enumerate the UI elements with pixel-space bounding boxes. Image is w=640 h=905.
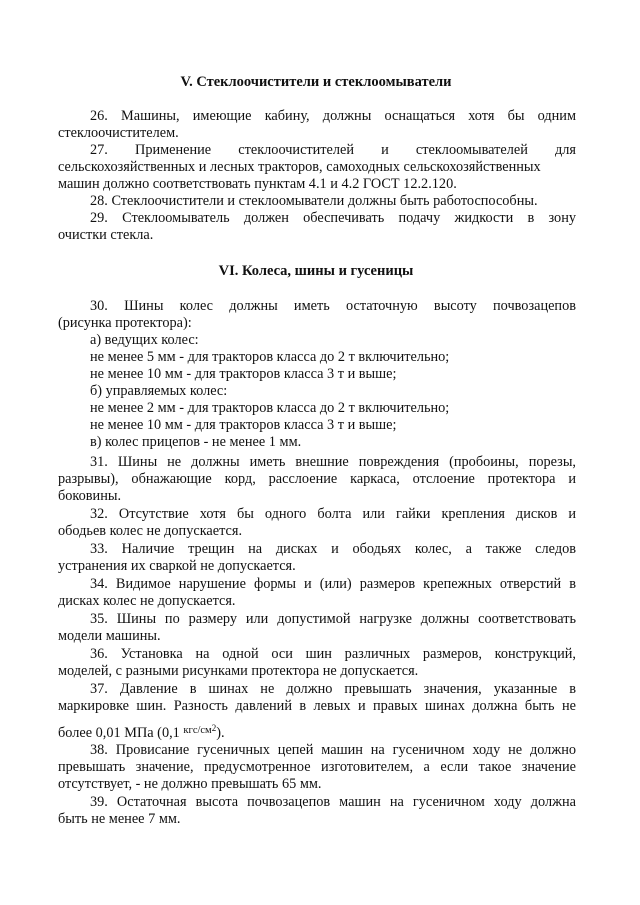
- list-item-b-1: не менее 2 мм - для тракторов класса до 2 т включительно;: [90, 400, 450, 416]
- paragraph-35-line-2: модели машины.: [58, 628, 161, 644]
- paragraph-30-line-1: 30. Шины колес должны иметь остаточную высоту почвозацепов: [90, 298, 576, 314]
- paragraph-36-line-1: 36. Установка на одной оси шин различных размеров, конструкций,: [90, 646, 576, 662]
- paragraph-32-line-2: ободьев колес не допускается.: [58, 523, 243, 539]
- list-item-b-2: не менее 10 мм - для тракторов класса 3 т и выше;: [90, 417, 397, 433]
- list-item-a: а) ведущих колес:: [90, 332, 199, 348]
- paragraph-28: 28. Стеклоочистители и стеклоомыватели должны быть работоспособны.: [90, 193, 538, 209]
- paragraph-37-line-2: маркировке шин. Разность давлений в левых и правых шинах должна быть не: [58, 698, 576, 714]
- paragraph-26-line-1: 26. Машины, имеющие кабину, должны оснащаться хотя бы одним: [90, 108, 576, 124]
- section-v-title: V. Стеклоочистители и стеклоомыватели: [180, 74, 452, 90]
- list-item-b: б) управляемых колес:: [90, 383, 228, 399]
- paragraph-29-line-1: 29. Стеклоомыватель должен обеспечивать подачу жидкости в зону: [90, 210, 576, 226]
- list-item-a-1: не менее 5 мм - для тракторов класса до 2 т включительно;: [90, 349, 450, 365]
- paragraph-37-line-3: [58, 720, 576, 742]
- list-item-c: в) колес прицепов - не менее 1 мм.: [90, 434, 302, 450]
- paragraph-34-line-1: 34. Видимое нарушение формы и (или) размеров крепежных отверстий в: [90, 576, 576, 592]
- paragraph-27-line-3: машин должно соответствовать пунктам 4.1 и 4.2 ГОСТ 12.2.120.: [58, 176, 457, 192]
- paragraph-39-line-1: 39. Остаточная высота почвозацепов машин на гусеничном ходу должна: [90, 794, 576, 810]
- paragraph-27-line-2: сельскохозяйственных и лесных тракторов, самоходных сельскохозяйственных: [58, 159, 541, 175]
- paragraph-29-line-2: очистки стекла.: [58, 227, 154, 243]
- pressure-close: ).: [216, 725, 225, 741]
- paragraph-27-line-1: 27. Применение стеклоочистителей и стеклоомывателей для: [90, 142, 576, 158]
- paragraph-38-line-3: отсутствует, - не должно превышать 65 мм.: [58, 776, 322, 792]
- paragraph-33-line-1: 33. Наличие трещин на дисках и ободьях колес, а также следов: [90, 541, 576, 557]
- paragraph-31-line-3: боковины.: [58, 488, 122, 504]
- paragraph-39-line-2: быть не менее 7 мм.: [58, 811, 181, 827]
- paragraph-30-line-2: (рисунка протектора):: [58, 315, 192, 331]
- pressure-unit: кгс/см: [183, 725, 212, 736]
- paragraph-35-line-1: 35. Шины по размеру или допустимой нагрузке должны соответствовать: [90, 611, 576, 627]
- paragraph-31-line-2: разрывы), обнажающие корд, расслоение каркаса, отслоение протектора и: [58, 471, 576, 487]
- paragraph-31-line-1: 31. Шины не должны иметь внешние повреждения (пробоины, порезы,: [90, 454, 576, 470]
- paragraph-38-line-2: превышать значение, предусмотренное изготовителем, а если такое значение: [58, 759, 576, 775]
- section-vi-title: VI. Колеса, шины и гусеницы: [218, 263, 414, 279]
- paragraph-34-line-2: дисках колес не допускается.: [58, 593, 236, 609]
- paragraph-38-line-1: 38. Провисание гусеничных цепей машин на гусеничном ходу не должно: [90, 742, 576, 758]
- pressure-value: более 0,01 МПа (0,1: [58, 725, 180, 741]
- paragraph-26-line-2: стеклоочистителем.: [58, 125, 179, 141]
- list-item-a-2: не менее 10 мм - для тракторов класса 3 т и выше;: [90, 366, 397, 382]
- paragraph-32-line-1: 32. Отсутствие хотя бы одного болта или гайки крепления дисков и: [90, 506, 576, 522]
- paragraph-33-line-2: устранения их сваркой не допускается.: [58, 558, 296, 574]
- paragraph-37-line-1: 37. Давление в шинах не должно превышать значения, указанные в: [90, 681, 576, 697]
- pressure-unit-exponent: 2: [211, 723, 217, 733]
- paragraph-36-line-2: моделей, с разными рисунками протектора не допускается.: [58, 663, 419, 679]
